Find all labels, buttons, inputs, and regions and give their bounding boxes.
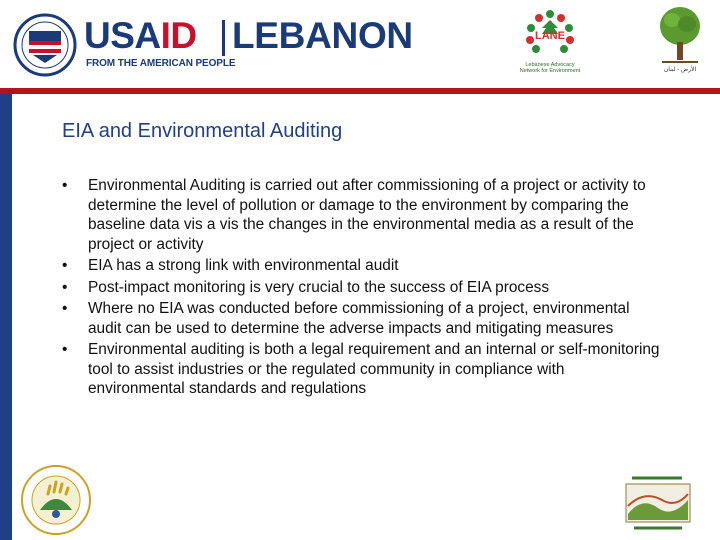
bullet-text: Post-impact monitoring is very crucial to the success of EIA process — [88, 278, 550, 296]
svg-text:LANE: LANE — [535, 30, 565, 42]
eco-movement-logo-icon — [622, 470, 694, 536]
tree-logo-icon — [652, 4, 708, 66]
left-accent-band — [0, 94, 12, 540]
bullet-text: EIA has a strong link with environmental audit — [88, 257, 399, 274]
header-divider — [222, 20, 225, 56]
tree-caption: الأرض - لبنان — [663, 67, 697, 73]
bullet-marker: • — [62, 300, 68, 317]
slide-title: EIA and Environmental Auditing — [62, 120, 343, 142]
usaid-wordmark: USAID — [84, 15, 197, 56]
bullet-marker: • — [62, 257, 68, 274]
bullet-marker: • — [62, 341, 68, 358]
bullet-item — [62, 256, 662, 276]
country-name: LEBANON — [232, 15, 413, 56]
bullet-item — [62, 340, 662, 399]
usaid-tagline: FROM THE AMERICAN PEOPLE — [86, 58, 236, 69]
bullet-item — [62, 278, 662, 298]
bullet-marker: • — [62, 278, 68, 296]
usaid-seal-icon — [13, 13, 77, 77]
university-logo-icon — [20, 464, 92, 536]
top-accent-band — [0, 88, 720, 94]
lane-caption: Lebanese Advocacy Network for Environment — [519, 62, 581, 74]
bullet-text: Environmental Auditing is carried out after commissioning of a project or activity to determine the level of pollution or damage to the environment by comparing the baseline data vis a vis the changes in the environmental media as a result of the project or activity — [88, 177, 646, 253]
bullet-marker: • — [62, 177, 68, 194]
bullet-list — [62, 176, 662, 401]
bullet-item — [62, 176, 662, 254]
bullet-text: Environmental auditing is both a legal requirement and an internal or self-monitoring tool to assist industries or the regulated community in compliance with environmental standards and regulations — [88, 341, 660, 397]
bullet-item — [62, 299, 662, 338]
bullet-text: Where no EIA was conducted before commissioning of a project, environmental audit can be used to determine the adverse impacts and mitigating measures — [88, 300, 630, 337]
header-bar — [0, 0, 720, 88]
